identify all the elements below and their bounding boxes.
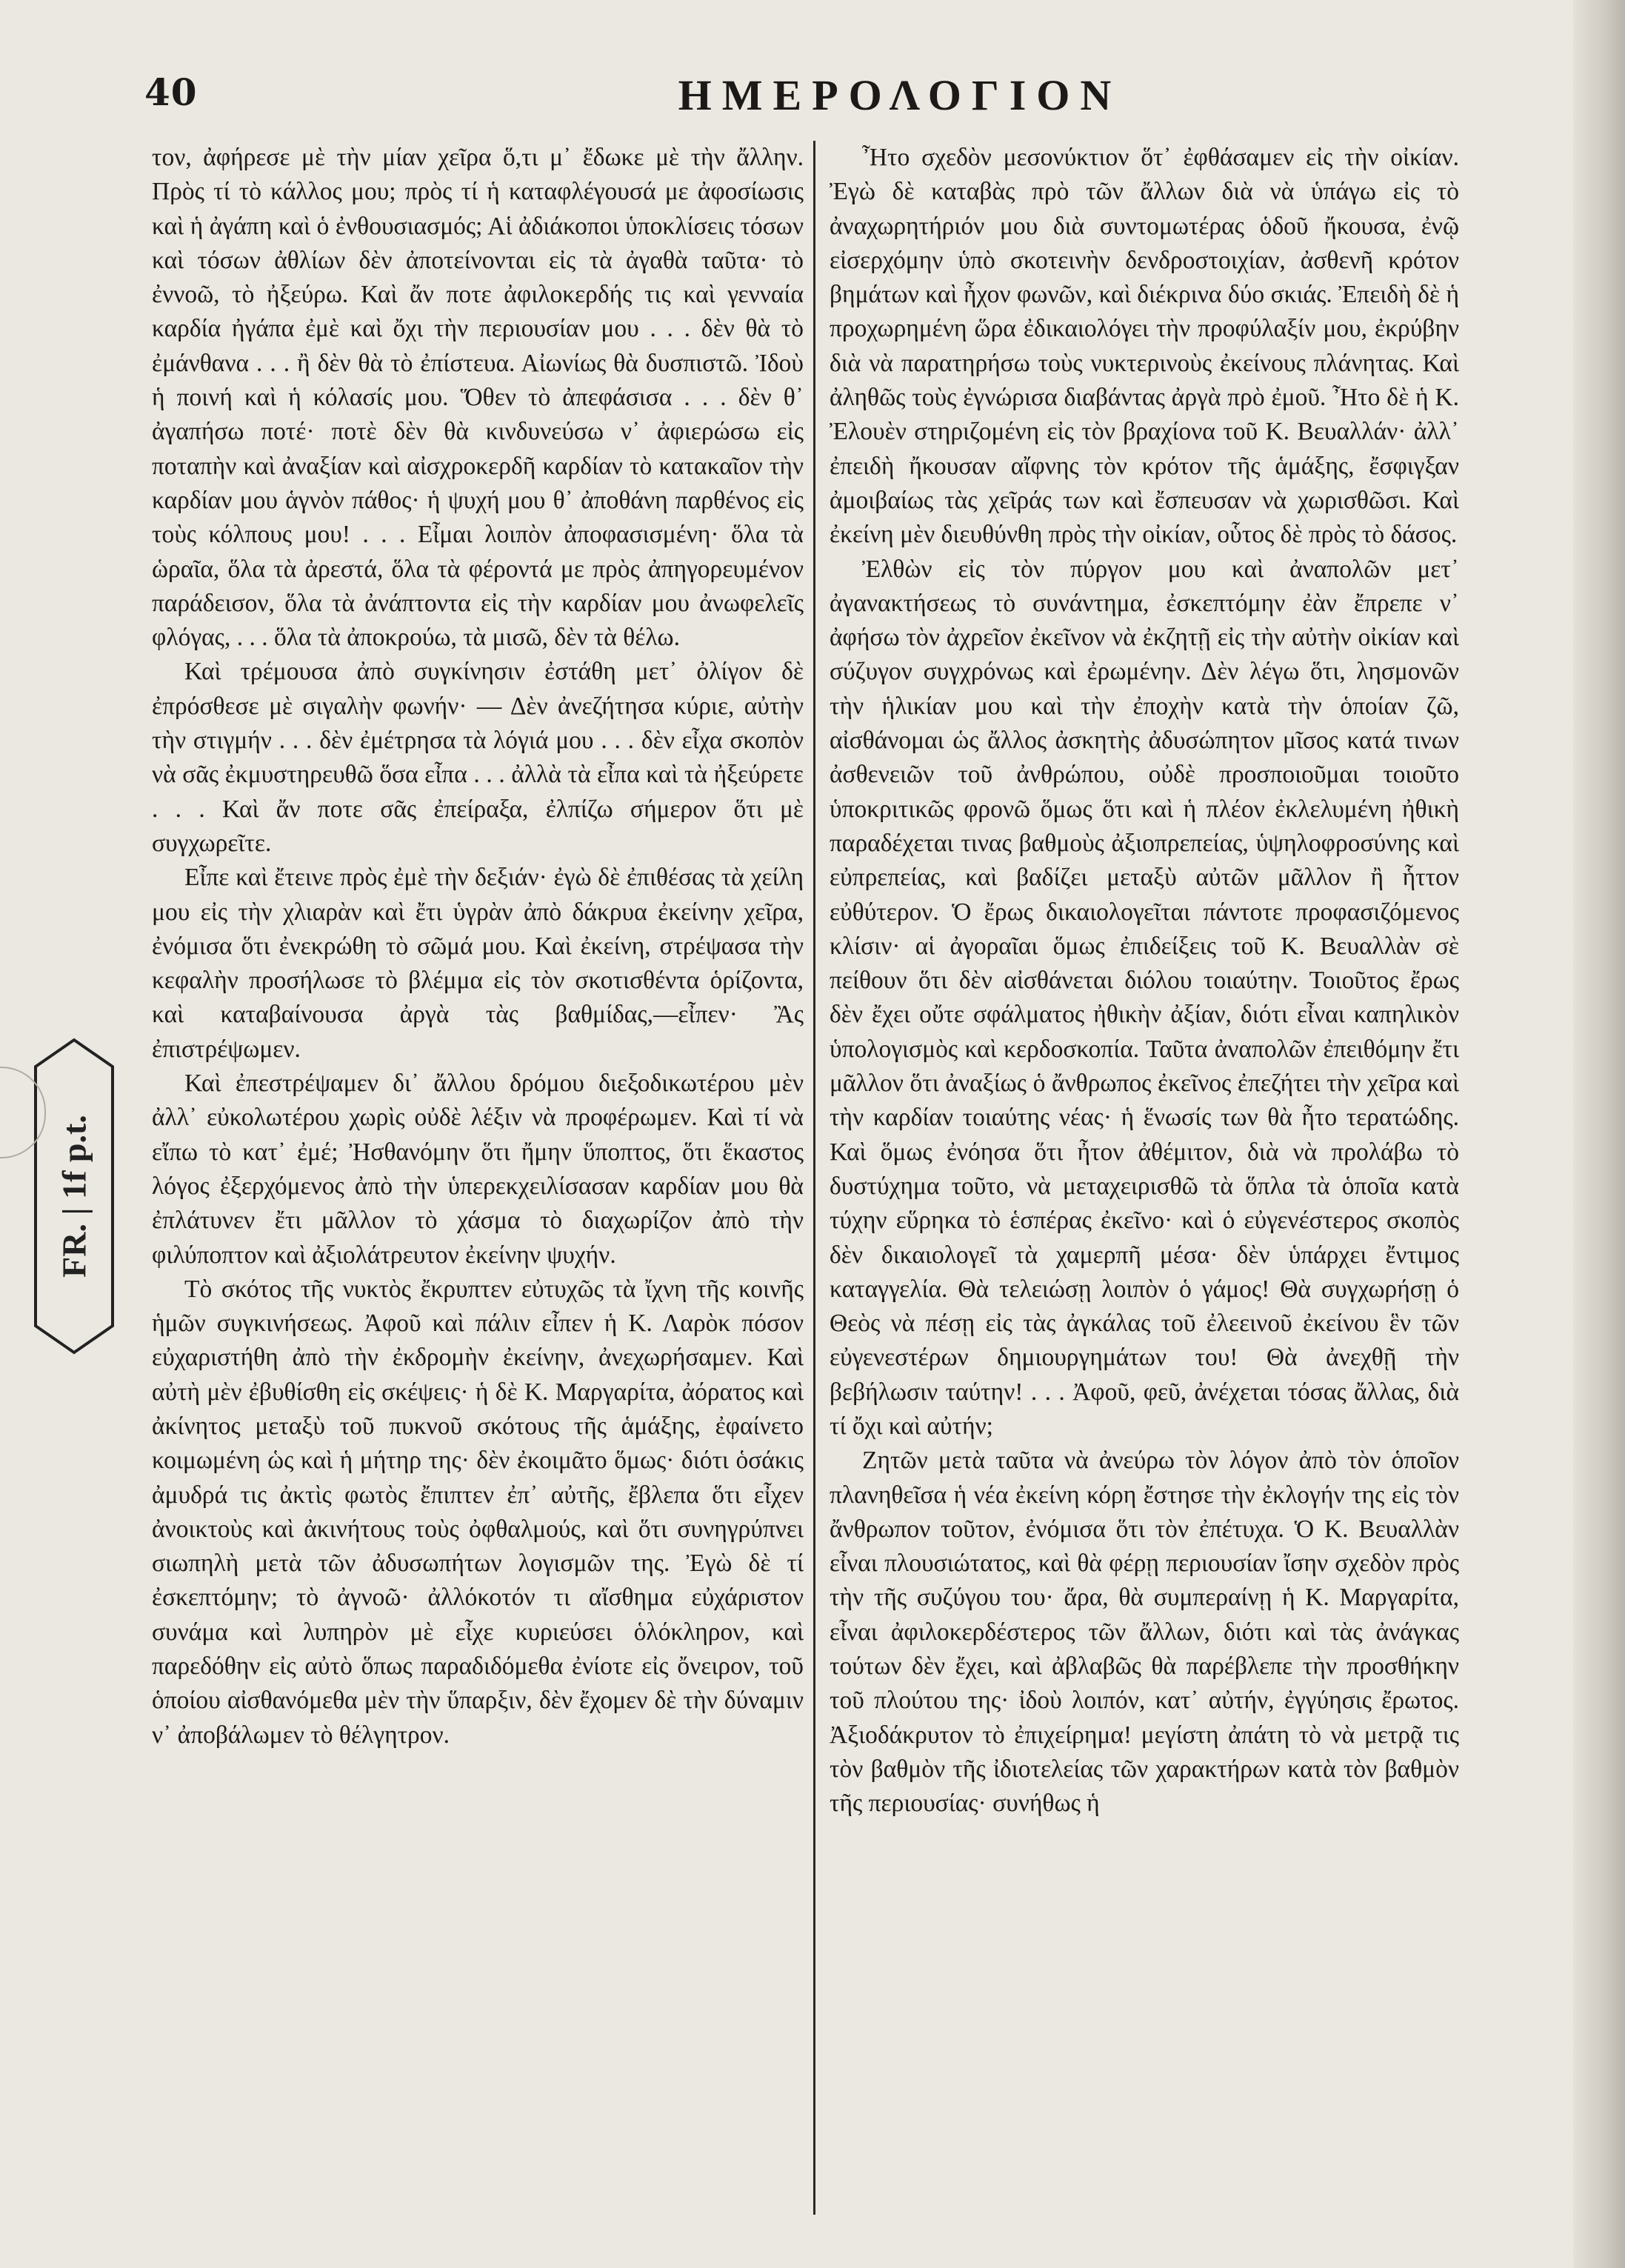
paragraph: Εἶπε καὶ ἔτεινε πρὸς ἐμὲ τὴν δεξιάν· ἐγὼ δὲ ἐπιθέσας τὰ χείλη μου εἰς τὴν χλιαρὰν καὶ ἔτι ὑγρὰν ἀπὸ δάκρυα ἐκείνην χεῖρα, ἐνόμισα ὅτι ἐνεκρώθη τὸ σῶμά μου. Καὶ ἐκείνη, στρέψασα τὴν κεφαλὴν προσήλωσε τὸ βλέμμα εἰς τὸν σκοτισθέντα ὁρίζοντα, καὶ καταβαίνουσα ἀργὰ τὰς βαθμίδας,—εἶπεν· Ἂς ἐπιστρέψωμεν. (152, 864, 804, 1063)
running-title: ΗΜΕΡΟΛΟΓΙΟΝ (678, 71, 1122, 119)
paragraph: Καὶ ἐπεστρέψαμεν δι᾽ ἄλλου δρόμου διεξοδικωτέρου μὲν ἀλλ᾽ εὐκολωτέρου χωρὶς οὐδὲ λέξιν νὰ προφέρωμεν. Καὶ τί νὰ εἴπω τὸ κατ᾽ ἐμέ; Ἠσθανόμην ὅτι ἤμην ὕποπτος, ὅτι ἕκαστος λόγος ἐξερχόμενος ἀπὸ τὴν ὑπερεκχειλίσασαν καρδίαν μου θὰ ἐπλάτυνεν ἔτι μᾶλλον τὸ χάσμα τὸ διαχωρίζον ἀπὸ τὴν φιλύποπτον καὶ ἀξιολάτρευτον ἐκείνην ψυχήν. (152, 1070, 804, 1269)
right-column (830, 141, 1459, 1821)
page-edge-shadow (1573, 0, 1625, 2268)
page-header (144, 70, 1529, 130)
column-divider (813, 141, 815, 2215)
paragraph: Ἐλθὼν εἰς τὸν πύργον μου καὶ ἀναπολῶν μετ᾽ ἀγανακτήσεως τὸ συνάντημα, ἐσκεπτόμην ἐὰν ἔπρεπε ν᾽ ἀφήσω τὸν ἀχρεῖον ἐκεῖνον νὰ ἐκζητῇ εἰς τὴν αὐτὴν οἰκίαν καὶ σύζυγον συγχρόνως καὶ ἐρωμένην. Δὲν λέγω ὅτι, λησμονῶν τὴν ἡλικίαν μου καὶ τὴν ἐποχὴν κατὰ τὴν ὁποίαν ζῶ, αἰσθάνομαι ὡς ἄλλος ἀσκητὴς ἀδυσώπητον μῖσος κατά τινων ἀσθενειῶν τοῦ ἀνθρώπου, οὐδὲ προσποιοῦμαι τοιοῦτο ὑποκριτικῶς φρονῶ ὅμως ὅτι καὶ ἡ πλέον ἐκλελυμένη ἠθικὴ παραδέχεται τινας βαθμοὺς ἀξιοπρεπείας, ὑψηλοφροσύνης καὶ εὐπρεπείας, καὶ βαδίζει μεταξὺ αὐτῶν μᾶλλον ἢ ἧττον εὐθύτερον. Ὁ ἔρως δικαιολογεῖται πάντοτε προφασιζόμενος κλίσιν· αἱ ἀγοραῖαι ὅμως ἐπιδείξεις τοῦ Κ. Βευαλλὰν σὲ πείθουν ὅτι δὲν αἰσθάνεται διόλου τοιαύτην. Τοιοῦτος ἔρως δὲν ἔχει οὔτε σφάλματος ἠθικὴν ἀξίαν, διότι εἶναι καπηλικὸν ὑπολογισμὸς καὶ κερδοσκοπία. Ταῦτα ἀναπολῶν ἐπειθόμην ἔτι μᾶλλον ὅτι ἀναξίως ὁ ἄνθρωπος ἐκεῖνος ἐπεζήτει τὴν χεῖρα καὶ τὴν καρδίαν τοιαύτης νέας· ἡ ἕνωσίς των θὰ ἦτο τερατώδης. Καὶ ὅμως ἐνόησα ὅτι ἦτον ἀθέμιτον, διὰ νὰ προλάβω τὸ δυστύχημα τοῦτο, νὰ μεταχειρισθῶ τὰ ὅπλα τὰ ὁποῖα κατὰ τύχην εὕρηκα τὸ ἑσπέρας ἐκεῖνο· καὶ ὁ εὐγενέστερος σκοπὸς δὲν δικαιολογεῖ τὰ χαμερπῆ μέσα· δὲν ὑπάρχει ἔντιμος καταγγελία. Θὰ τελειώσῃ λοιπὸν ὁ γάμος! Θὰ συγχωρήσῃ ὁ Θεὸς νὰ πέσῃ εἰς τὰς ἀγκάλας τοῦ ἐλεεινοῦ ἐκείνου ἓν τῶν εὐγενεστέρων δημιουργημάτων του! Θὰ ἀνεχθῇ τὴν βεβήλωσιν ταύτην! . . . Ἀφοῦ, φεῦ, ἀνέχεται τόσας ἄλλας, διὰ τί ὄχι καὶ αὐτήν; (830, 555, 1459, 1440)
paragraph: Ἦτο σχεδὸν μεσονύκτιον ὅτ᾽ ἐφθάσαμεν εἰς τὴν οἰκίαν. Ἐγὼ δὲ καταβὰς πρὸ τῶν ἄλλων διὰ νὰ ὑπάγω εἰς τὸ ἀναχωρητήριόν μου διὰ συντομωτέρας ὁδοῦ ἤκουσα, ἐνῷ εἰσερχόμην ὑπὸ σκοτεινὴν δενδροστοιχίαν, ἀσθενῆ κρότον βημάτων καὶ ἦχον φωνῶν, καὶ διέκρινα δύο σκιάς. Ἐπειδὴ δὲ ἡ προχωρημένη ὥρα ἐδικαιολόγει τὴν προφύλαξίν μου, ἐκρύβην διὰ νὰ παρατηρήσω τοὺς νυκτερινοὺς ἐκείνους πλάνητας. Καὶ ἀληθῶς τοὺς ἐγνώρισα διαβάντας ἀργὰ πρὸ ἐμοῦ. Ἦτο δὲ ἡ Κ. Ἐλουὲν στηριζομένη εἰς τὸν βραχίονα τοῦ Κ. Βευαλλάν· ἀλλ᾽ ἐπειδὴ ἤκουσαν αἴφνης τὸν κρότον τῆς ἁμάξης, ἔσφιγξαν ἀμοιβαίως τὰς χεῖράς των καὶ ἔσπευσαν νὰ χωρισθῶσι. Καὶ ἐκείνη μὲν διευθύνθη πρὸς τὴν οἰκίαν, οὗτος δὲ πρὸς τὸ δάσος. (830, 144, 1459, 549)
paragraph: Τὸ σκότος τῆς νυκτὸς ἔκρυπτεν εὐτυχῶς τὰ ἴχνη τῆς κοινῆς ἡμῶν συγκινήσεως. Ἀφοῦ καὶ πάλιν εἶπεν ἡ Κ. Λαρὸκ πόσον εὐχαριστήθη ἀπὸ τὴν ἐκδρομὴν ἐκείνην, ἀνεχωρήσαμεν. Καὶ αὐτὴ μὲν ἐβυθίσθη εἰς σκέψεις· ἡ δὲ Κ. Μαργαρίτα, ἀόρατος καὶ ἀκίνητος μεταξὺ τοῦ πυκνοῦ σκότους τῆς ἁμάξης, ἐφαίνετο κοιμωμένη ὡς καὶ ἡ μήτηρ της· δὲν ἐκοιμᾶτο ὅμως· διότι ὁσάκις ἀμυδρά τις ἀκτὶς φωτὸς ἔπιπτεν ἐπ᾽ αὐτῆς, ἔβλεπα ὅτι εἶχεν ἀνοικτοὺς καὶ ἀκινήτους τοὺς ὀφθαλμούς, καὶ ὅτι συνηγρύπνει σιωπηλὴ μετὰ τῶν ἀδυσωπήτων λογισμῶν της. Ἐγὼ δὲ τί ἐσκεπτόμην; τὸ ἀγνοῶ· ἀλλόκοτόν τι αἴσθημα εὐχάριστον συνάμα καὶ λυπηρὸν μὲ εἶχε κυριεύσει ὁλόκληρον, καὶ παρεδόθην εἰς αὐτὸ ὅπως παραδιδόμεθα ἐνίοτε εἰς ὄνειρον, τοῦ ὁποίου αἰσθανόμεθα μὲν τὴν ὕπαρξιν, δὲν ἔχομεν δὲ τὴν δύναμιν ν᾽ ἀποβάλωμεν τὸ θέλγητρον. (152, 1275, 804, 1749)
paragraph: Ζητῶν μετὰ ταῦτα νὰ ἀνεύρω τὸν λόγον ἀπὸ τὸν ὁποῖον πλανηθεῖσα ἡ νέα ἐκείνη κόρη ἔστησε τὴν ἐκλογήν της εἰς τὸν ἄνθρωπον τοῦτον, ἐνόμισα ὅτι τὸν ἐπέτυχα. Ὁ Κ. Βευαλλὰν εἶναι πλουσιώτατος, καὶ θὰ φέρῃ περιουσίαν ἴσην σχεδὸν πρὸς τὴν τῆς συζύγου του· ἄρα, θὰ συμπεραίνῃ ἡ Κ. Μαργαρίτα, εἶναι ἀφιλοκερδέστερος τῶν ἄλλων, διότι καὶ τὰς ἀνάγκας τούτων δὲν ἔχει, καὶ ἀβλαβῶς θὰ παρέβλεπε τὴν προσθήκην τοῦ πλούτου της· ἰδοὺ λοιπόν, κατ᾽ αὐτήν, ἐγγύησις ἔρωτος. Ἀξιοδάκρυτον τὸ ἐπιχείρημα! μεγίστη ἀπάτη τὸ νὰ μετρᾷ τις τὸν βαθμὸν τῆς ἰδιοτελείας τῶν χαρακτήρων κατὰ τὸν βαθμὸν τῆς περιουσίας· συνήθως ἡ (830, 1447, 1459, 1818)
page-number: 40 (144, 70, 198, 114)
paragraph: τον, ἀφήρεσε μὲ τὴν μίαν χεῖρα ὅ,τι μ᾽ ἔδωκε μὲ τὴν ἄλλην. Πρὸς τί τὸ κάλλος μου; πρὸς τί ἡ καταφλέγουσά με ἀφοσίωσις καὶ ἡ ἀγάπη καὶ ὁ ἐνθουσιασμός; Αἱ ἀδιάκοποι ὑποκλίσεις τόσων καὶ τόσων ἀθλίων δὲν ἀποτείνονται εἰς τὰ ἀγαθὰ ταῦτα· τὸ ἐννοῶ, τὸ ἠξεύρω. Καὶ ἄν ποτε ἀφιλοκερδής τις καὶ γενναία καρδία ἠγάπα ἐμὲ καὶ ὄχι τὴν περιουσίαν μου . . . δὲν θὰ τὸ ἐμάνθανα . . . ἢ δὲν θὰ τὸ ἐπίστευα. Αἰωνίως θὰ δυσπιστῶ. Ἰδοὺ ἡ ποινή καὶ ἡ κόλασίς μου. Ὅθεν τὸ ἀπεφάσισα . . . δὲν θ᾽ ἀγαπήσω ποτέ· ποτὲ δὲν θὰ κινδυνεύσω ν᾽ ἀφιερώσω εἰς ποταπὴν καὶ ἀναξίαν καὶ αἰσχροκερδῆ καρδίαν τὸ κατακαῖον τὴν καρδίαν μου ἁγνὸν πάθος· ἡ ψυχή μου θ᾽ ἀποθάνη παρθένος εἰς τοὺς κόλπους μου! . . . Εἶμαι λοιπὸν ἀποφασισμένη· ὅλα τὰ ὡραῖα, ὅλα τὰ ἀρεστά, ὅλα τὰ φέροντά με πρὸς ἀπηγορευμένον παράδεισον, ὅλα τὰ ἀνάπτοντα εἰς τὴν καρδίαν μου ἀνωφελεῖς φλόγας, . . . ὅλα τὰ ἀποκρούω, τὰ μισῶ, δὲν τὰ θέλω. (152, 144, 804, 652)
paragraph: Καὶ τρέμουσα ἀπὸ συγκίνησιν ἐστάθη μετ᾽ ὀλίγον δὲ ἐπρόσθεσε μὲ σιγαλὴν φωνήν· — Δὲν ἀνεζήτησα κύριε, αὐτὴν τὴν στιγμήν . . . δὲν ἐμέτρησα τὰ λόγιά μου . . . δὲν εἶχα σκοπὸν νὰ σᾶς ἐκμυστηρευθῶ ὅσα εἶπα . . . ἀλλὰ τὰ εἶπα καὶ τὰ ἠξεύρετε . . . Καὶ ἄν ποτε σᾶς ἐπείραξα, ἐλπίζω σήμερον ὅτι μὲ συγχωρεῖτε. (152, 658, 804, 857)
left-column (152, 141, 804, 1752)
library-stamp (30, 1037, 119, 1355)
stamp-text: FR. | 1f p.t. (55, 1115, 93, 1278)
